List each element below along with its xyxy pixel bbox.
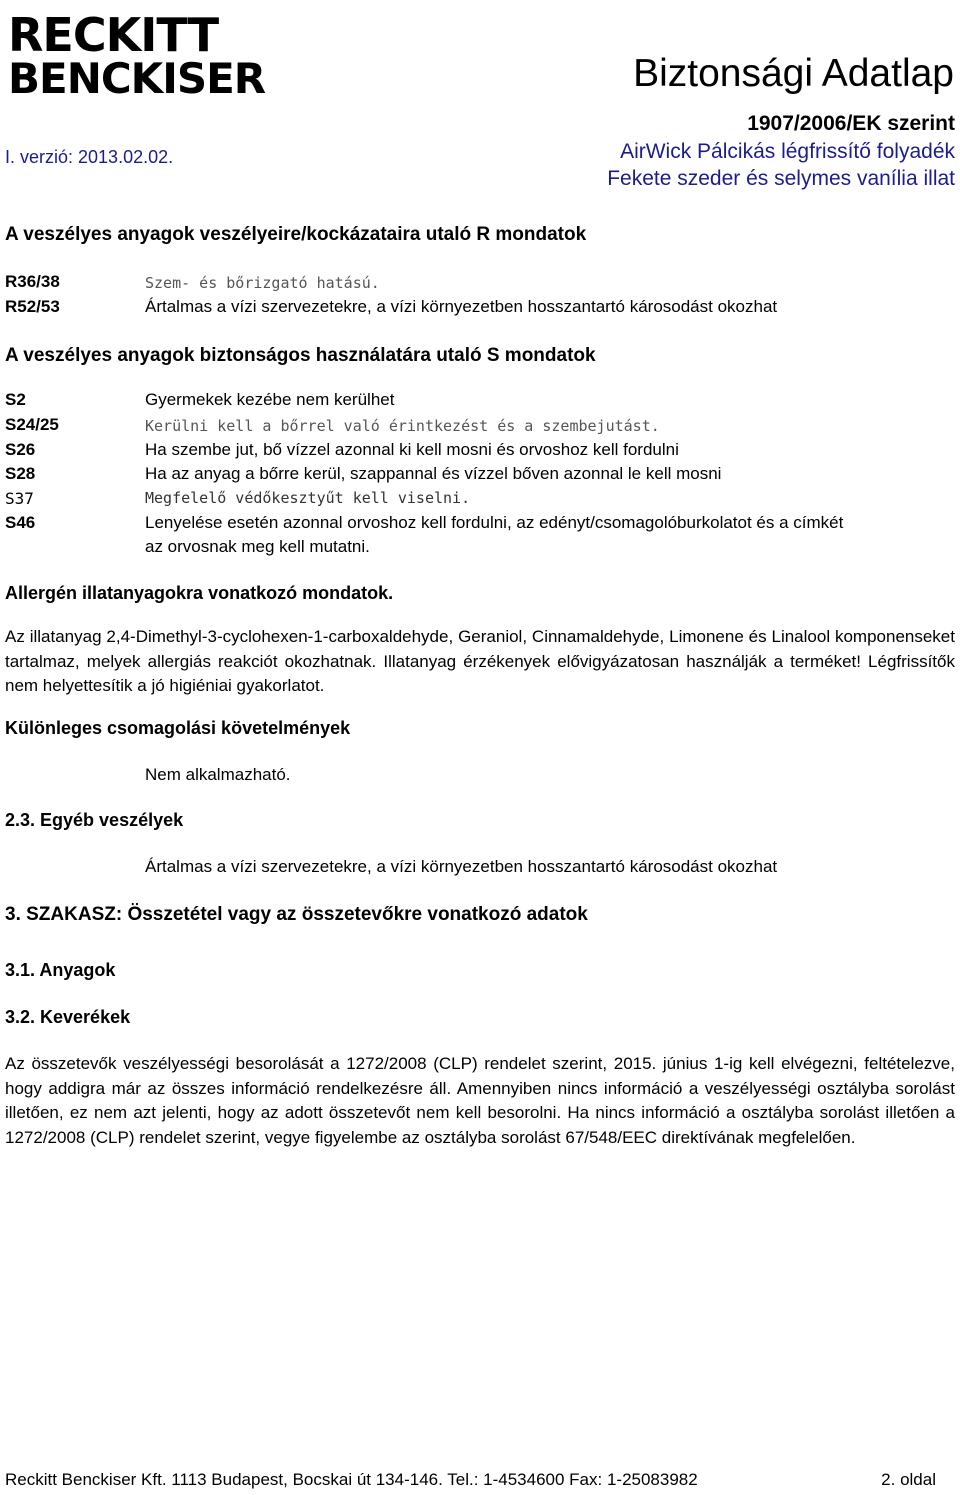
- s-code: S24/25: [5, 415, 59, 434]
- company-logo: [8, 10, 293, 105]
- s-code: S2: [5, 390, 26, 409]
- s-text: Kerülni kell a bőrrel való érintkezést és a szembejutást.: [145, 417, 660, 435]
- s-section-title: A veszélyes anyagok biztonságos használatára utaló S mondatok: [5, 345, 596, 366]
- r-code: R36/38: [5, 272, 60, 291]
- s-code: S26: [5, 440, 36, 459]
- product-name: AirWick Pálcikás légfrissítő folyadék: [620, 140, 955, 163]
- section3-text: Az összetevők veszélyességi besorolását a 1272/2008 (CLP) rendelet szerint, 2015. június 1-ig kell elvégezni, feltételezve, hogy addigra már az összes információ rendelkezésre áll. Amennyiben nincs információ a veszélyességi osztályba sorolást illetően, ez nem azt jelenti, hogy az adott összetevőt nem kell besorolni. Ha nincs információ a osztályba sorolást illetően a 1272/2008 (CLP) rendelet szerint, vegye figyelembe az osztályba sorolást 67/548/EEC direktívának megfelelően.: [5, 1054, 955, 1147]
- product-variant: Fekete szeder és selymes vanília illat: [607, 167, 955, 190]
- s-text: Gyermekek kezébe nem kerülhet: [145, 390, 395, 409]
- packaging-title: Különleges csomagolási követelmények: [5, 718, 351, 738]
- other-hazards-text: Ártalmas a vízi szervezetekre, a vízi környezetben hosszantartó károsodást okozhat: [145, 857, 778, 876]
- logo-line2: BENCKISER: [8, 54, 266, 103]
- r-section-title: A veszélyes anyagok veszélyeire/kockázataira utaló R mondatok: [5, 224, 587, 245]
- s-text: Lenyelése esetén azonnal orvoshoz kell fordulni, az edényt/csomagolóburkolatot és a címkét: [145, 513, 844, 532]
- section3-title: 3. SZAKASZ: Összetétel vagy az összetevőkre vonatkozó adatok: [5, 904, 588, 925]
- packaging-value: Nem alkalmazható.: [145, 765, 291, 784]
- r-text: Ártalmas a vízi szervezetekre, a vízi környezetben hosszantartó károsodást okozhat: [145, 297, 778, 316]
- r-text: Szem- és bőrizgató hatású.: [145, 274, 380, 292]
- other-hazards-title: 2.3. Egyéb veszélyek: [5, 810, 184, 830]
- document-title: Biztonsági Adatlap: [633, 52, 954, 95]
- footer-page-number: 2. oldal: [881, 1470, 936, 1489]
- footer-company: Reckitt Benckiser Kft. 1113 Budapest, Bocskai út 134-146. Tel.: 1-4534600 Fax: 1-25083982: [5, 1470, 698, 1489]
- section3-2-title: 3.2. Keverékek: [5, 1007, 131, 1027]
- logo-line1: RECKITT: [8, 8, 219, 62]
- allergen-title: Allergén illatanyagokra vonatkozó mondatok.: [5, 583, 394, 603]
- s-code: S28: [5, 464, 36, 483]
- section3-1-title: 3.1. Anyagok: [5, 960, 116, 980]
- version-label: I. verzió: 2013.02.02.: [5, 147, 174, 167]
- s-code: S46: [5, 513, 36, 532]
- s-text-continued: az orvosnak meg kell mutatni.: [145, 537, 370, 556]
- s-text: Megfelelő védőkesztyűt kell viselni.: [145, 489, 471, 507]
- allergen-text: Az illatanyag 2,4-Dimethyl-3-cyclohexen-1-carboxaldehyde, Geraniol, Cinnamaldehyde, Limonene és Linalool komponenseket tartalmaz, melyek allergiás reakciót okozhatnak. Illatanyag érzékenyek elővigyázatosan használják a terméket! Légfrissítők nem helyettesítik a jó higiéniai gyakorlatot.: [5, 627, 955, 695]
- r-code: R52/53: [5, 297, 60, 316]
- s-code: S37: [5, 489, 34, 508]
- regulation-label: 1907/2006/EK szerint: [747, 112, 955, 135]
- s-text: Ha szembe jut, bő vízzel azonnal ki kell mosni és orvoshoz kell fordulni: [145, 440, 679, 459]
- s-text: Ha az anyag a bőrre kerül, szappannal és vízzel bőven azonnal le kell mosni: [145, 464, 722, 483]
